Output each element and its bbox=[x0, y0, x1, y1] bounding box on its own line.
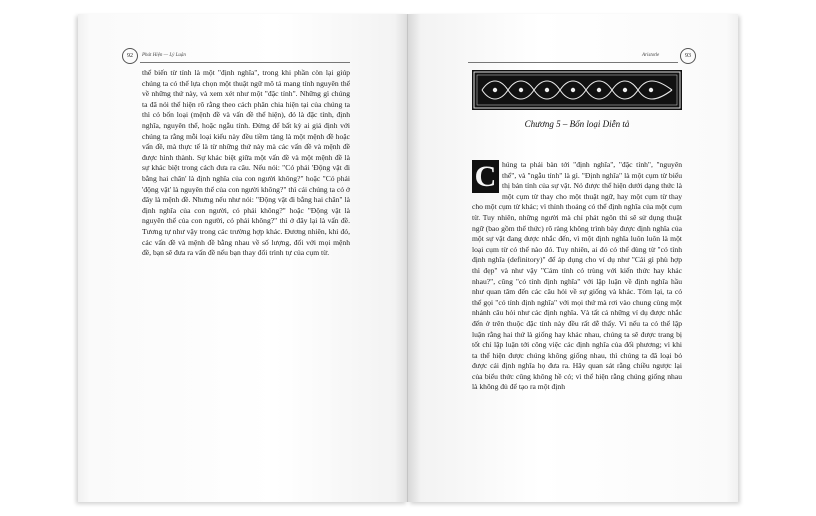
right-header-rule bbox=[468, 62, 678, 63]
right-page bbox=[408, 14, 738, 502]
right-body-text bbox=[472, 160, 682, 393]
left-page-number: 92 bbox=[122, 48, 138, 64]
left-header-rule bbox=[140, 62, 350, 63]
left-page bbox=[78, 14, 408, 502]
chapter-title: Chương 5 – Bốn loại Diễn tả bbox=[524, 119, 630, 129]
right-paragraph: húng ta phải bàn tới "định nghĩa", "đặc tính", "nguyên thể", và "ngẫu tính" là gì. "Định nghĩa" là một cụm từ biểu thị bản tính của sự vật. Nó được thể hiện dưới dạng thức là một cụm từ thay cho một thuật ngữ, hay một cụm từ thay cho một cụm từ khác; vì thỉnh thoảng có thể định nghĩa của một cụm từ. Tuy nhiên, những người mà chỉ phát ngôn thì sẽ sử dụng thuật ngữ (bao gồm thể thức) rõ ràng không trình bày được định nghĩa của một sự vật đang được nhắc đến, vì một định nghĩa luôn luôn là một loại cụm từ có thể nào đó. Tuy nhiên, ai đó có thể dùng từ "có tính định nghĩa (definitory)" để áp dụng cho ví dụ như "Cái gì phù hợp thì đẹp" và như vậy "Cảm tính có trùng với kiến thức hay khác nhau?", cũng "có tính định nghĩa" với lập luận về định nghĩa hầu như quan tâm đến các câu hỏi về sự giống và khác. Tóm lại, ta có thể gọi "có tính định nghĩa" với mọi thứ mà rơi vào chung cùng một nhánh câu hỏi như các định nghĩa. Và tất cả những ví dụ được nhắc đến ở trên thuộc đặc tính này đều rất dễ thấy. Vì nếu ta có thể lập luận rằng hai thứ là giống hay khác nhau, chúng ta sẽ được trang bị tốt chỉ lập luận tới công việc các định nghĩa của đối phương; vì khi ta thể hiện được chúng không giống nhau, thì chúng ta đã loại bỏ được cái định nghĩa họ đưa ra. Hãy quan sát rằng chiều ngược lại của biểu thức cũng không hề có; vì thể hiện rằng chúng giống nhau là không đủ để tạo ra một định bbox=[472, 160, 682, 392]
right-running-head: Aristotle bbox=[642, 53, 660, 58]
right-page-number: 93 bbox=[680, 48, 696, 64]
left-running-head: Phát Hiện — Lý Luận bbox=[142, 53, 186, 58]
open-book bbox=[78, 14, 738, 502]
chapter-ornament bbox=[472, 70, 682, 110]
left-paragraph: thể biến từ tính là một "định nghĩa", trong khi phần còn lại giúp chúng ta có thể lựa chọn một thuật ngữ mô tả mang tính nguyên thể về những thứ này, và xem xét như một "đặc tính". Những gì chúng ta đã nói thể hiện rõ rằng theo cách phân chia hiện tại của chúng ta thì có bốn loại (mệnh đề và vấn đề thể hiện), đó là đặc tính, định nghĩa, nguyên thể, hoặc ngẫu tính. Đừng để bất kỳ ai giả định với chúng ta rằng mỗi loại kiểu này đều tiềm tàng là một mệnh đề hoặc vấn đề, mà thực tế là từ những thứ này mà các vấn đề và mệnh đề được hình thành. Sự khác biệt giữa một vấn đề và một mệnh đề là sự khác biệt trong cách đưa ra câu. Nếu nói: "Có phải 'Động vật đi bằng hai chân' là định nghĩa của con người không?" hoặc "Có phải 'động vật' là nguyên thể của con người không?" thì cái chúng ta có ở đây là mệnh đề. Nhưng nếu như nói: "Động vật đi bằng hai chân" là định nghĩa của con người, có phải không?" hoặc "Động vật là nguyên thể của con người, có phải không?" thì ở đây lại là vấn đề. Tương tự như vậy trong các trường hợp khác. Đương nhiên, khi đó, các vấn đề và mệnh đề bằng nhau về số lượng, đối với mọi mệnh đề, bạn sẽ đưa ra vấn đề nếu bạn thay đổi trình tự của cụm từ. bbox=[142, 68, 350, 258]
drop-cap: C bbox=[472, 160, 499, 193]
ornament-pattern-icon bbox=[472, 70, 682, 110]
left-body-text bbox=[142, 68, 350, 259]
